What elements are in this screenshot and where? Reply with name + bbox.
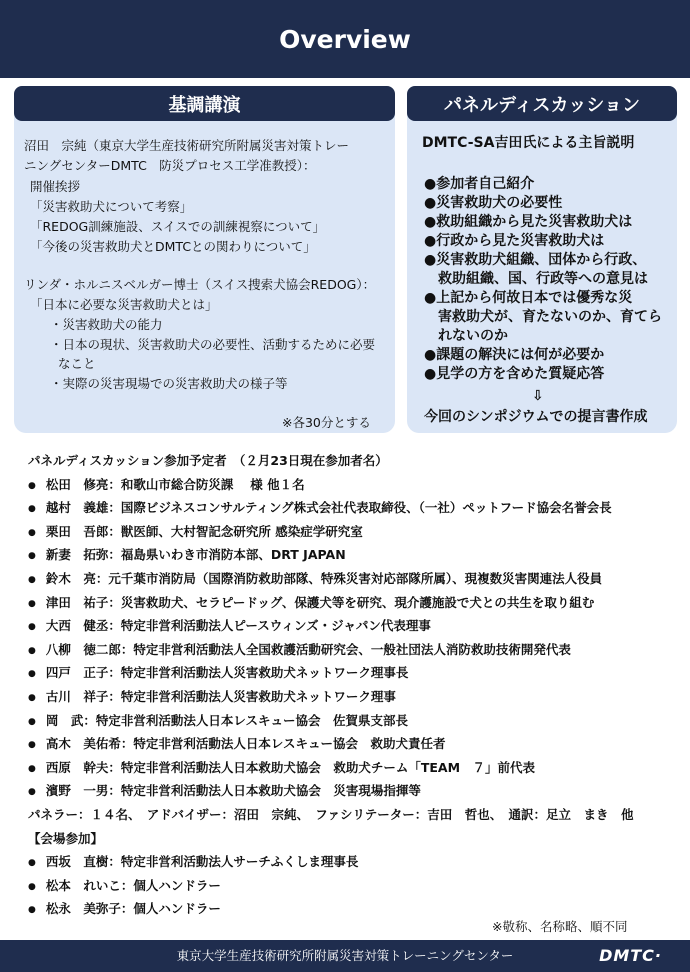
panel-item: ●救助組織から見た災害救助犬は <box>424 214 633 230</box>
speaker2-point: ・災害救助犬の能力 <box>50 317 163 332</box>
panel-heading: パネルディスカッション <box>407 86 677 121</box>
participant-item: ● 松田 修亮：和歌山市総合防災課 様 他１名 <box>28 473 678 497</box>
keynote-heading: 基調講演 <box>14 86 395 121</box>
panel-item: 救助組織、国、行政等への意見は <box>438 271 648 287</box>
participant-item: ● 津田 祐子：災害救助犬、セラピードッグ、保護犬等を研究、現介護施設で犬との共生を取り組む <box>28 591 678 615</box>
speaker2-topic: 「日本に必要な災害救助犬とは」 <box>30 297 218 312</box>
participant-item: ● 新妻 拓弥：福島県いわき市消防本部、DRT JAPAN <box>28 543 678 567</box>
venue-heading: 【会場参加】 <box>28 830 104 846</box>
panel-subtitle: DMTC-SA吉田氏による主旨説明 <box>422 135 635 151</box>
dmtc-logo: DMTC· <box>599 946 662 965</box>
panel-item: ●上記から何故日本では優秀な災 <box>424 290 633 306</box>
panel-item: れないのか <box>438 328 508 344</box>
speaker1-item: 「REDOG訓練施設、スイスでの訓練視察について」 <box>30 219 326 234</box>
participant-item: ● 古川 祥子：特定非営利活動法人災害救助犬ネットワーク理事 <box>28 685 678 709</box>
footer <box>0 940 690 972</box>
participants-summary: パネラー：１４名、 アドバイザー：沼田 宗純、 ファシリテーター：吉田 哲也、 通訳：足立 まき 他 <box>28 806 634 822</box>
panel-item: ●見学の方を含めた質疑応答 <box>424 366 605 382</box>
panel-item: ●災害救助犬の必要性 <box>424 195 563 211</box>
participant-item: ● 高木 美佑希：特定非営利活動法人日本レスキュー協会 救助犬責任者 <box>28 732 678 756</box>
venue-participant-item: ● 松永 美弥子：個人ハンドラー <box>28 897 678 921</box>
venue-participant-item: ● 松本 れいこ：個人ハンドラー <box>28 874 678 898</box>
speaker2-point: なこと <box>58 356 96 371</box>
panel-conclusion: 今回のシンポジウムでの提言書作成 <box>424 409 648 425</box>
speaker2-name: リンダ・ホルニスベルガー博士（スイス捜索犬協会REDOG）： <box>24 277 376 292</box>
participant-item: ● 四戸 正子：特定非営利活動法人災害救助犬ネットワーク理事長 <box>28 661 678 685</box>
participants-section <box>28 449 678 921</box>
speaker1-name-line1: 沼田 宗純（東京大学生産技術研究所附属災害対策トレー <box>24 138 350 153</box>
participant-item: ● 八柳 徳二郎：特定非営利活動法人全国救護活動研究会、一般社団法人消防救助技術開発代表 <box>28 638 678 662</box>
panel-item: 害救助犬が、育たないのか、育てら <box>438 309 662 325</box>
panel-item: ●参加者自己紹介 <box>424 176 535 192</box>
speaker2-point: ・実際の災害現場での災害救助犬の様子等 <box>50 376 288 391</box>
participant-item: ● 鈴木 亮：元千葉市消防局（国際消防救助部隊、特殊災害対応部隊所属）、現複数災害関連法人役員 <box>28 567 678 591</box>
participant-item: ● 濱野 一男：特定非営利活動法人日本救助犬協会 災害現場指揮等 <box>28 779 678 803</box>
down-arrow-icon: ⇩ <box>532 388 544 404</box>
speaker1-item: 「災害救助犬について考察」 <box>30 199 193 214</box>
participants-heading: パネルディスカッション参加予定者 （２月23日現在参加者名） <box>28 453 388 468</box>
participant-item: ● 大西 健丞：特定非営利活動法人ピースウィンズ・ジャパン代表理事 <box>28 614 678 638</box>
participant-item: ● 越村 義雄：国際ビジネスコンサルティング株式会社代表取締役、（一社）ペットフード協会名誉会長 <box>28 496 678 520</box>
participant-item: ● 西原 幹夫：特定非営利活動法人日本救助犬協会 救助犬チーム「TEAM ７」前代表 <box>28 756 678 780</box>
page-title: Overview <box>0 0 690 78</box>
participants-footnote: ※敬称、名称略、順不同 <box>492 919 628 934</box>
speaker1-item: 開催挨拶 <box>30 179 81 194</box>
footer-org: 東京大学生産技術研究所附属災害対策トレーニングセンター <box>176 948 514 963</box>
speaker1-name-line2: ニングセンターDMTC 防災プロセス工学准教授）： <box>24 158 316 173</box>
speaker1-item: 「今後の災害救助犬とDMTCとの関わりについて」 <box>30 239 316 254</box>
speaker2-point: ・日本の現状、災害救助犬の必要性、活動するために必要 <box>50 337 376 352</box>
participant-item: ● 栗田 吾郎：獣医師、大村智記念研究所 感染症学研究室 <box>28 520 678 544</box>
panel-item: ●課題の解決には何が必要か <box>424 347 605 363</box>
panel-item: ●行政から見た災害救助犬は <box>424 233 605 249</box>
participant-item: ● 岡 武：特定非営利活動法人日本レスキュー協会 佐賀県支部長 <box>28 709 678 733</box>
venue-participant-item: ● 西坂 直樹：特定非営利活動法人サーチふくしま理事長 <box>28 850 678 874</box>
keynote-note: ※各30分とする <box>282 415 371 430</box>
panel-item: ●災害救助犬組織、団体から行政、 <box>424 252 647 268</box>
